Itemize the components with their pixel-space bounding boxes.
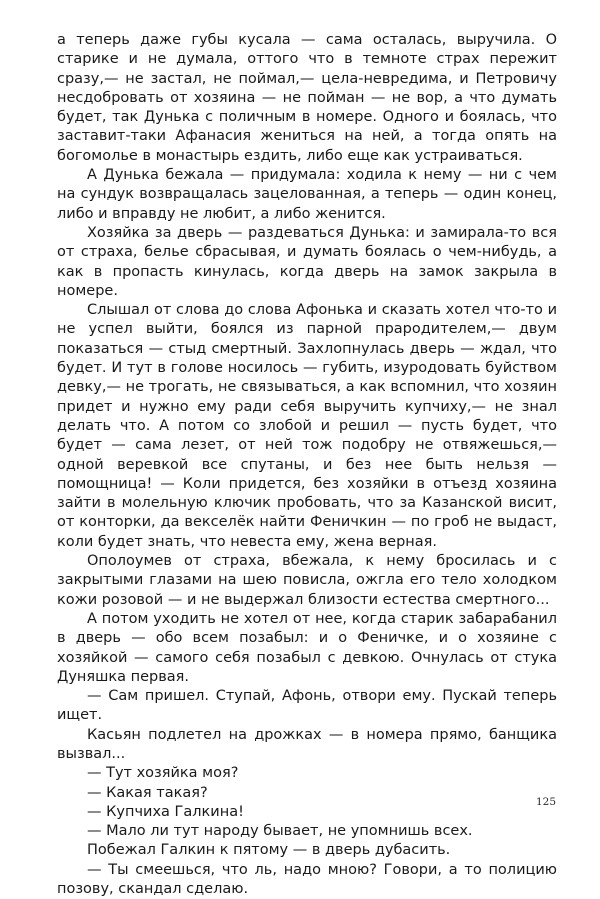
paragraph: Побежал Галкин к пятому — в дверь дубасить.: [87, 842, 451, 859]
dialogue-line: — Сам пришел. Ступай, Афонь, отвори ему. Пускай теперь ищет.: [57, 688, 557, 724]
paragraph: Хозяйка за дверь — раздеваться Дунька: и замирала-то вся от страха, белье сбрасывая, и думать боялась о чем-нибудь, а как в пропасть кинулась, когда дверь на замок закрыла в номере.: [57, 224, 557, 299]
dialogue-line: — Мало ли тут народу бывает, не упомнишь всех.: [87, 823, 473, 840]
paragraph: А потом уходить не хотел от нее, когда старик забарабанил в дверь — обо всем позабыл: и о Феничке, и о хозяине с хозяйкой — самого себя позабыл с девкою. Очнулась от стука Дуняшка первая.: [57, 610, 557, 685]
paragraph: Слышал от слова до слова Афонька и сказать хотел что-то и не успел выйти, боялся из парной прародителем,— двум показаться — стыд смертный. Захлопнулась дверь — ждал, что будет. И тут в голове носилось — губить, изуродовать буйством девку,— не трогать, не связываться, а как вспомнил, что хозяин придет и нужно ему ради себя выручить купчиху,— не знал делать что. А потом со злобой и решил — пусть будет, что будет — сама лезет, от ней тож подобру не отвяжешься,— одной веревкой все спутаны, и без нее быть нельзя — помощница! — Коли придется, без хозяйки в отъезд хозяина зайти в молельную ключик пробовать, что за Казанской висит, от конторки, да векселёк найти Феничкин — по гроб не выдаст, коли будет знать, что невеста ему, жена верная.: [57, 302, 557, 550]
paragraph: а теперь даже губы кусала — сама осталась, выручила. О старике и не думала, оттого что в темноте страх пережит сразу,— не застал, не поймал,— цела-невредима, и Петровичу несдобровать от хозяина — не пойман — не вор, а что думать будет, так Дунька с поличным в номере. Одного и боялась, что заставит-таки Афанасия жениться на ней, а тогда опять на богомолье в монастырь ездить, либо еще как устраиваться.: [57, 32, 557, 164]
dialogue-line: — Какая такая?: [87, 784, 208, 801]
dialogue-line: — Ты смеешься, что ль, надо мною? Говори, а то полицию позову, скандал сделаю.: [57, 861, 557, 898]
dialogue-line: — Купчиха Галкина!: [87, 803, 244, 820]
body-text: [57, 31, 557, 899]
dialogue-line: — Тут хозяйка моя?: [87, 765, 239, 782]
paragraph: А Дунька бежала — придумала: ходила к нему — ни с чем на сундук возвращалась зацелованная, а теперь — один конец, либо и вправду не любит, а либо женится.: [57, 167, 557, 222]
paragraph: Ополоумев от страха, вбежала, к нему бросилась и с закрытыми глазами на шею повисла, ожгла его тело холодком кожи розовой — и не выдержал близости естества смертного...: [57, 553, 557, 608]
paragraph: Касьян подлетел на дрожках — в номера прямо, банщика вызвал...: [57, 726, 557, 762]
page-number: 125: [535, 796, 556, 808]
